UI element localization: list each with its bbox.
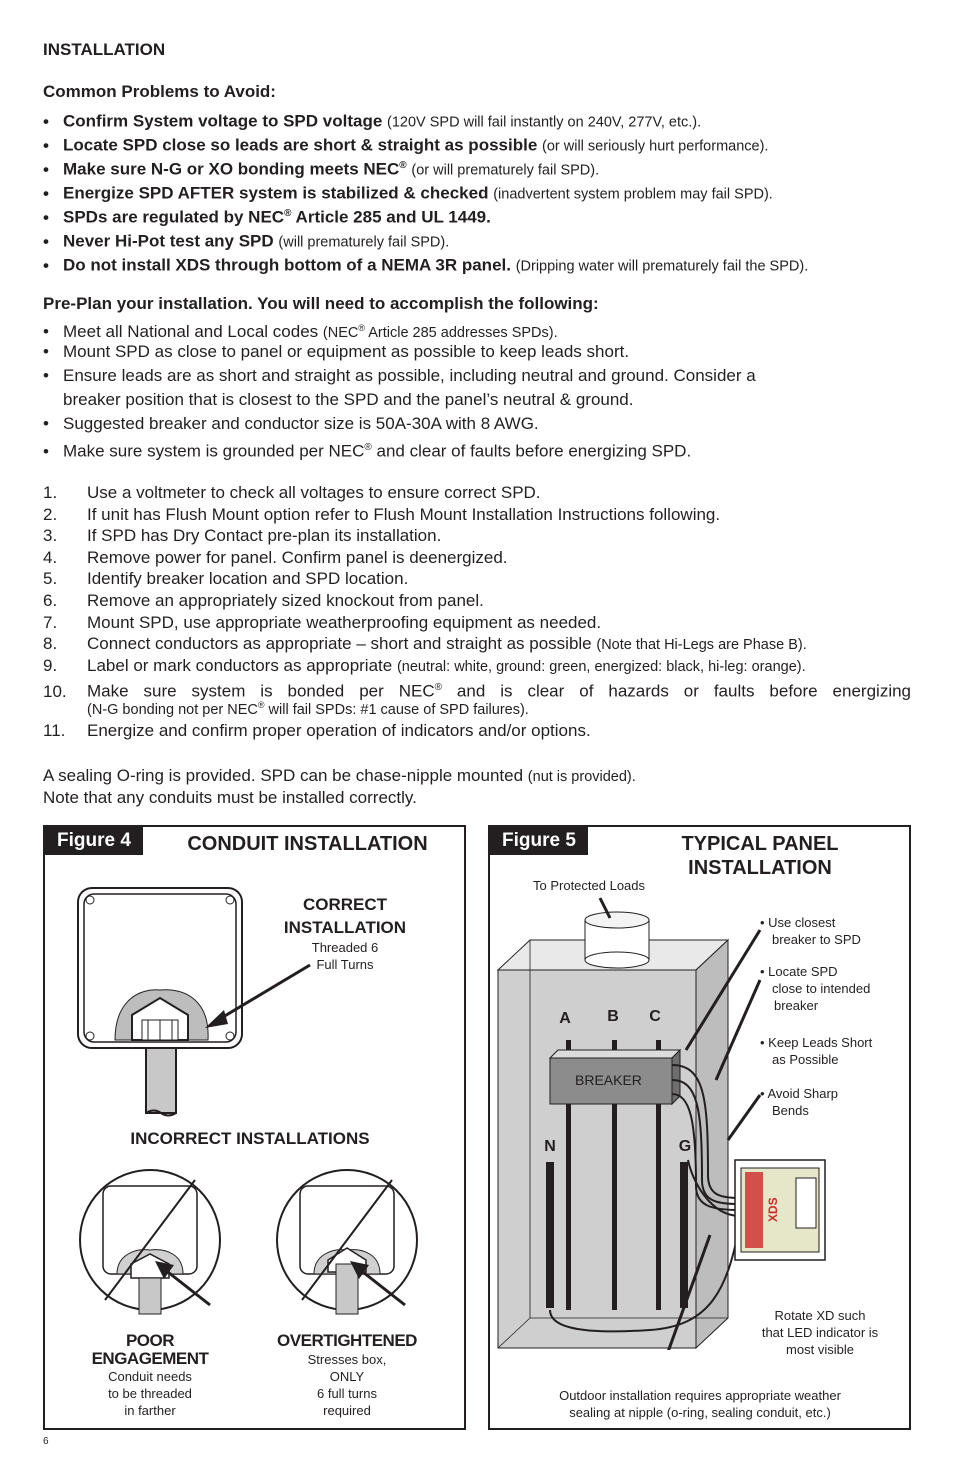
- preplan-item: • Meet all National and Local codes (NEC® Article 285 addresses SPDs).: [43, 321, 558, 341]
- common-problem-item: • Never Hi-Pot test any SPD (will prematurely fail SPD).: [43, 231, 450, 251]
- step-10: 10. Make sure system is bonded per NEC® and is clear of hazards or faults before energizing: [43, 681, 911, 701]
- step-item: 6. Remove an appropriately sized knockout from panel.: [43, 591, 484, 610]
- step-item: 8. Connect conductors as appropriate – short and straight as possible (Note that Hi-Legs are Phase B).: [43, 634, 807, 654]
- step-item: 4. Remove power for panel. Confirm panel is deenergized.: [43, 547, 508, 567]
- overtightened-sub-1: Stresses box,: [307, 1352, 387, 1367]
- incorrect-title: INCORRECT INSTALLATIONS: [130, 1129, 370, 1148]
- outdoor-note: Outdoor installation requires appropriate weather sealing at nipple (o-ring, sealing conduit, etc.): [559, 1388, 841, 1420]
- preplan-item: • Make sure system is grounded per NEC® and clear of faults before energizing SPD.: [43, 441, 692, 461]
- step-item: 2. If unit has Flush Mount option refer to Flush Mount Installation Instructions following.: [43, 504, 721, 524]
- page-number: 6: [43, 1436, 49, 1447]
- preplan-item: • Mount SPD as close to panel or equipment as possible to keep leads short.: [43, 342, 630, 361]
- preplan-item: • Suggested breaker and conductor size is 50A-30A with 8 AWG.: [43, 414, 539, 433]
- overtightened-sub-2: ONLY: [329, 1369, 365, 1384]
- neutral-label: N: [544, 1138, 556, 1155]
- overtightened-title: OVERTIGHTENED: [277, 1331, 417, 1350]
- common-problem-item: • Confirm System voltage to SPD voltage (120V SPD will fail instantly on 240V, 277V, etc.).: [43, 111, 702, 131]
- step-item: 1. Use a voltmeter to check all voltages to ensure correct SPD.: [43, 483, 541, 502]
- oring-line: A sealing O-ring is provided. SPD can be chase-nipple mounted (nut is provided).: [43, 766, 636, 785]
- tip-1: • Use closest breaker to SPD: [760, 915, 861, 947]
- step-10-note: (N-G bonding not per NEC® will fail SPDs: #1 cause of SPD failures).: [87, 700, 529, 718]
- step-item: 3. If SPD has Dry Contact pre-plan its installation.: [43, 526, 442, 546]
- poor-title-1: POOR: [125, 1331, 175, 1350]
- section-title: INSTALLATION: [43, 40, 166, 59]
- ground-label: G: [678, 1138, 692, 1155]
- panel-illustration: [490, 890, 910, 1350]
- to-protected-loads-label: To Protected Loads: [533, 878, 646, 893]
- tip-4: • Avoid Sharp Bends: [760, 1086, 839, 1118]
- step-item: 9. Label or mark conductors as appropriate (neutral: white, ground: green, energized: black, hi-leg: orange).: [43, 655, 806, 675]
- step-item: 5. Identify breaker location and SPD location.: [43, 569, 409, 589]
- overtightened-sub-4: required: [323, 1403, 371, 1418]
- poor-sub-1: Conduit needs: [108, 1369, 192, 1384]
- correct-title-2: INSTALLATION: [283, 918, 407, 937]
- preplan-item-continuation: breaker position that is closest to the SPD and the panel’s neutral & ground.: [63, 390, 634, 409]
- figure-5-title-2: INSTALLATION: [688, 857, 832, 879]
- overtightened-arrow: [345, 1255, 415, 1315]
- preplan-heading: Pre-Plan your installation. You will need to accomplish the following:: [43, 294, 599, 313]
- correct-title-1: CORRECT: [302, 895, 388, 914]
- rotate-note: Rotate XD such that LED indicator is most visible: [761, 1308, 879, 1357]
- poor-arrow: [150, 1255, 220, 1315]
- poor-sub-3: in farther: [124, 1403, 176, 1418]
- figure-4-title: CONDUIT INSTALLATION: [187, 833, 428, 855]
- common-problem-item: • Do not install XDS through bottom of a NEMA 3R panel. (Dripping water will prematurely fail the SPD).: [43, 255, 809, 275]
- common-problem-item: • Energize SPD AFTER system is stabilized & checked (inadvertent system problem may fail SPD).: [43, 183, 773, 203]
- tip-3: • Keep Leads Short as Possible: [760, 1035, 873, 1067]
- poor-title-2: ENGAGEMENT: [91, 1349, 209, 1368]
- overtightened-sub-3: 6 full turns: [317, 1386, 377, 1401]
- figure-5-title-1: TYPICAL PANEL: [681, 833, 839, 855]
- step-item: 7. Mount SPD, use appropriate weatherproofing equipment as needed.: [43, 612, 602, 632]
- figure-4-tag: Figure 4: [45, 827, 143, 855]
- common-problem-item: • Locate SPD close so leads are short & straight as possible (or will seriously hurt performance).: [43, 135, 769, 155]
- preplan-item: • Ensure leads are as short and straight as possible, including neutral and ground. Consider a: [43, 366, 756, 385]
- conduit-note: Note that any conduits must be installed correctly.: [43, 788, 417, 807]
- phase-a-label: A: [559, 1010, 571, 1027]
- phase-b-label: B: [607, 1008, 619, 1025]
- common-problem-item: • SPDs are regulated by NEC® Article 285 and UL 1449.: [43, 207, 491, 227]
- phase-c-label: C: [649, 1008, 661, 1025]
- common-problem-item: • Make sure N-G or XO bonding meets NEC® (or will prematurely fail SPD).: [43, 159, 600, 179]
- breaker-label: BREAKER: [575, 1072, 642, 1088]
- poor-sub-2: to be threaded: [108, 1386, 192, 1401]
- device-brand: XDS: [766, 1197, 780, 1222]
- correct-sub-2: Full Turns: [316, 957, 374, 972]
- figure-5-tag: Figure 5: [490, 827, 588, 855]
- correct-sub-1: Threaded 6: [311, 940, 379, 955]
- common-problems-heading: Common Problems to Avoid:: [43, 82, 276, 101]
- step-11: 11. Energize and confirm proper operation of indicators and/or options.: [43, 721, 591, 740]
- tip-2: • Locate SPD close to intended breaker: [760, 964, 871, 1013]
